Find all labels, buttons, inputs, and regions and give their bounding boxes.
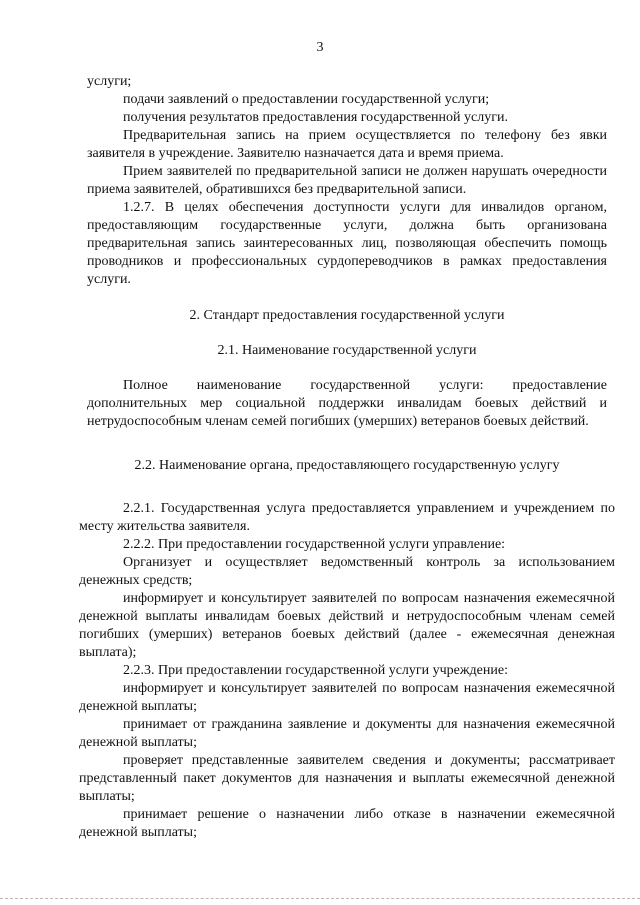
paragraph: проверяет представленные заявителем сведения и документы; рассматривает представленный пакет документов для назначения и выплаты ежемесячной денежной выплаты; <box>79 753 615 804</box>
page-bottom-edge <box>0 898 640 900</box>
subsection-heading: 2.1. Наименование государственной услуги <box>217 343 477 358</box>
subsection-heading: 2.2. Наименование органа, предоставляющего государственную услугу <box>134 458 560 473</box>
paragraph: получения результатов предоставления государственной услуги. <box>123 110 508 125</box>
paragraph: 1.2.7. В целях обеспечения доступности услуги для инвалидов органом, предоставляющим государственные услуги, должна быть организована предварительная запись заинтересованных лиц, позволяющая обеспечить помощь проводников и профессиональных сурдопереводчиков в рамках предоставления услуги. <box>87 200 607 287</box>
paragraph: принимает решение о назначении либо отказе в назначении ежемесячной денежной выплаты; <box>79 807 615 840</box>
paragraph: информирует и консультирует заявителей по вопросам назначения ежемесячной денежной выплаты инвалидам боевых действий и нетрудоспособным членам семей погибших (умерших) ветеранов боевых действий (далее - ежемесячная денежная выплата); <box>79 591 615 660</box>
paragraph: Предварительная запись на прием осуществляется по телефону без явки заявителя в учреждение. Заявителю назначается дата и время приема. <box>87 128 607 161</box>
paragraph: услуги; <box>87 74 132 89</box>
paragraph: Прием заявителей по предварительной записи не должен нарушать очередности приема заявителей, обратившихся без предварительной записи. <box>87 164 607 197</box>
section-heading: 2. Стандарт предоставления государственной услуги <box>189 308 505 323</box>
paragraph: принимает от гражданина заявление и документы для назначения ежемесячной денежной выплаты; <box>79 717 615 750</box>
paragraph: подачи заявлений о предоставлении государственной услуги; <box>123 92 490 107</box>
paragraph: 2.2.3. При предоставлении государственной услуги учреждение: <box>123 663 508 678</box>
paragraph: 2.2.2. При предоставлении государственной услуги управление: <box>123 537 506 552</box>
paragraph: Полное наименование государственной услуги: предоставление дополнительных мер социальной поддержки инвалидам боевых действий и нетрудоспособным членам семей погибших (умерших) ветеранов боевых действий. <box>87 378 607 429</box>
page-number: 3 <box>316 40 324 55</box>
paragraph: 2.2.1. Государственная услуга предоставляется управлением и учреждением по месту жительства заявителя. <box>79 501 615 534</box>
document-body <box>79 73 615 842</box>
paragraph: Организует и осуществляет ведомственный контроль за использованием денежных средств; <box>79 555 615 588</box>
section-22-body <box>79 500 615 842</box>
paragraph: информирует и консультирует заявителей по вопросам назначения ежемесячной денежной выплаты; <box>79 681 615 714</box>
